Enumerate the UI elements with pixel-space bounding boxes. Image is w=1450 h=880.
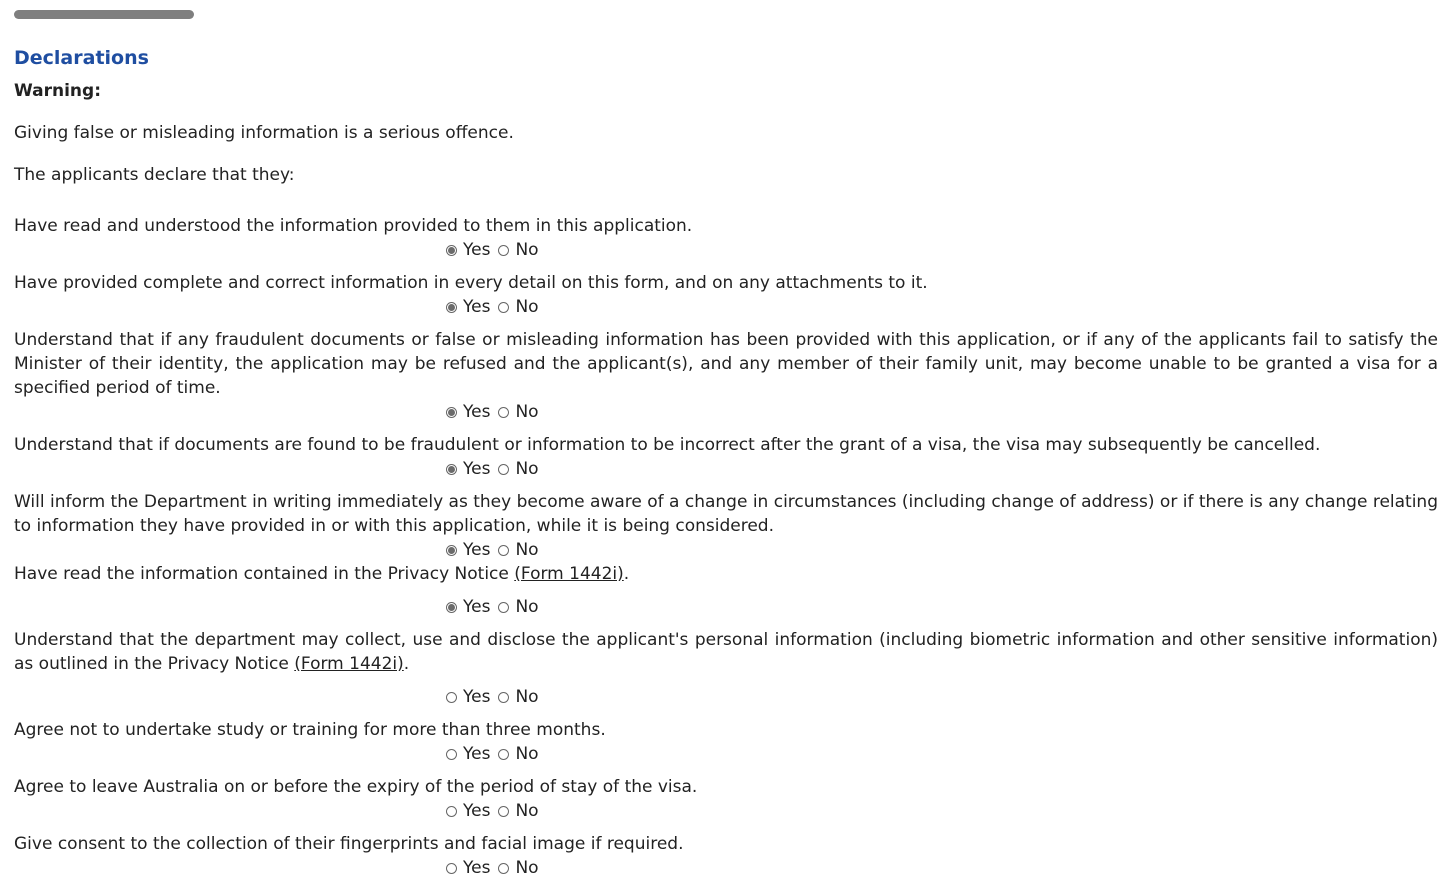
warning-label: Warning: <box>14 81 102 101</box>
radio-yes-icon[interactable] <box>446 464 457 475</box>
radio-option-yes[interactable] <box>446 457 490 481</box>
radio-no-label: No <box>515 687 539 707</box>
yes-no-radio-group <box>14 595 1438 619</box>
radio-option-yes[interactable] <box>446 538 490 562</box>
declaration-text: Understand that if any fraudulent documents or false or misleading information has been provided with this application, or if any of the applicants fail to satisfy the Minister of their identity, the application may be refused and the applicant(s), and any member of their family unit, may become unable to be granted a visa for a specified period of time. <box>14 330 1438 398</box>
radio-option-yes[interactable] <box>446 742 490 766</box>
declaration-item <box>14 328 1438 424</box>
declaration-text: Agree not to undertake study or training for more than three months. <box>14 720 606 740</box>
declaration-text: Have read and understood the information provided to them in this application. <box>14 216 693 236</box>
yes-no-radio-group <box>14 742 1438 766</box>
radio-option-no[interactable] <box>498 595 538 619</box>
declaration-text-part: Have read the information contained in the Privacy Notice <box>14 564 515 584</box>
radio-yes-label: Yes <box>463 858 491 878</box>
declarations-section <box>14 45 1438 880</box>
radio-yes-icon[interactable] <box>446 545 457 556</box>
radio-option-yes[interactable] <box>446 295 490 319</box>
radio-no-icon[interactable] <box>498 245 509 256</box>
radio-no-icon[interactable] <box>498 749 509 760</box>
privacy-notice-link[interactable]: (Form 1442i) <box>514 564 624 584</box>
declaration-text-part: . <box>403 654 410 674</box>
radio-option-yes[interactable] <box>446 856 490 880</box>
radio-no-label: No <box>515 801 539 821</box>
radio-option-no[interactable] <box>498 457 538 481</box>
radio-option-no[interactable] <box>498 742 538 766</box>
declaration-text: Will inform the Department in writing immediately as they become aware of a change in circumstances (including change of address) or if there is any change relating to information they have provided in or with this application, while it is being considered. <box>14 492 1438 536</box>
radio-no-icon[interactable] <box>498 545 509 556</box>
radio-option-no[interactable] <box>498 238 538 262</box>
radio-option-no[interactable] <box>498 799 538 823</box>
radio-yes-label: Yes <box>463 402 491 422</box>
declaration-text: Agree to leave Australia on or before the expiry of the period of stay of the visa. <box>14 777 698 797</box>
radio-no-label: No <box>515 540 539 560</box>
warning-text: Giving false or misleading information is a serious offence. <box>14 123 514 143</box>
radio-yes-label: Yes <box>463 459 491 479</box>
radio-yes-label: Yes <box>463 597 491 617</box>
declaration-text-part: . <box>623 564 630 584</box>
radio-yes-label: Yes <box>463 297 491 317</box>
radio-no-icon[interactable] <box>498 302 509 313</box>
radio-no-label: No <box>515 297 539 317</box>
declaration-item <box>14 628 1438 709</box>
radio-option-yes[interactable] <box>446 799 490 823</box>
radio-yes-icon[interactable] <box>446 245 457 256</box>
declaration-text <box>14 562 1438 586</box>
radio-option-no[interactable] <box>498 856 538 880</box>
radio-option-no[interactable] <box>498 538 538 562</box>
radio-option-yes[interactable] <box>446 595 490 619</box>
privacy-notice-link[interactable]: (Form 1442i) <box>294 654 404 674</box>
radio-option-yes[interactable] <box>446 238 490 262</box>
yes-no-radio-group <box>14 457 1438 481</box>
radio-option-yes[interactable] <box>446 400 490 424</box>
declaration-item <box>14 775 1438 823</box>
declaration-list <box>14 214 1438 880</box>
radio-yes-icon[interactable] <box>446 602 457 613</box>
declaration-text-part: Understand that the department may collect, use and disclose the applicant's personal information (including biometric information and other sensitive information) as outlined in the Privacy Notice <box>14 630 1438 674</box>
radio-no-label: No <box>515 744 539 764</box>
radio-no-icon[interactable] <box>498 464 509 475</box>
declaration-text: Have provided complete and correct information in every detail on this form, and on any attachments to it. <box>14 273 928 293</box>
radio-no-icon[interactable] <box>498 806 509 817</box>
radio-no-label: No <box>515 858 539 878</box>
radio-yes-label: Yes <box>463 687 491 707</box>
radio-option-no[interactable] <box>498 295 538 319</box>
yes-no-radio-group <box>14 799 1438 823</box>
radio-yes-label: Yes <box>463 540 491 560</box>
radio-yes-label: Yes <box>463 744 491 764</box>
declare-intro: The applicants declare that they: <box>14 165 295 185</box>
radio-yes-label: Yes <box>463 801 491 821</box>
radio-no-label: No <box>515 402 539 422</box>
radio-no-icon[interactable] <box>498 602 509 613</box>
radio-option-no[interactable] <box>498 685 538 709</box>
radio-no-icon[interactable] <box>498 407 509 418</box>
radio-option-yes[interactable] <box>446 685 490 709</box>
declaration-item <box>14 718 1438 766</box>
declaration-text: Give consent to the collection of their fingerprints and facial image if required. <box>14 834 684 854</box>
declaration-text <box>14 628 1438 676</box>
radio-yes-icon[interactable] <box>446 749 457 760</box>
declaration-item <box>14 433 1438 481</box>
radio-no-icon[interactable] <box>498 863 509 874</box>
horizontal-scrollbar[interactable] <box>14 10 194 19</box>
section-title: Declarations <box>14 47 149 69</box>
radio-yes-icon[interactable] <box>446 407 457 418</box>
radio-no-icon[interactable] <box>498 692 509 703</box>
yes-no-radio-group <box>14 856 1438 880</box>
yes-no-radio-group <box>14 685 1438 709</box>
declaration-item <box>14 490 1438 562</box>
declaration-item <box>14 271 1438 319</box>
radio-yes-label: Yes <box>463 240 491 260</box>
declaration-text: Understand that if documents are found to be fraudulent or information to be incorrect after the grant of a visa, the visa may subsequently be cancelled. <box>14 435 1321 455</box>
radio-option-no[interactable] <box>498 400 538 424</box>
yes-no-radio-group <box>14 538 1438 562</box>
declaration-item <box>14 214 1438 262</box>
radio-yes-icon[interactable] <box>446 806 457 817</box>
radio-no-label: No <box>515 597 539 617</box>
radio-yes-icon[interactable] <box>446 863 457 874</box>
yes-no-radio-group <box>14 295 1438 319</box>
yes-no-radio-group <box>14 238 1438 262</box>
radio-yes-icon[interactable] <box>446 692 457 703</box>
radio-no-label: No <box>515 459 539 479</box>
radio-yes-icon[interactable] <box>446 302 457 313</box>
radio-no-label: No <box>515 240 539 260</box>
yes-no-radio-group <box>14 400 1438 424</box>
declaration-item <box>14 562 1438 619</box>
